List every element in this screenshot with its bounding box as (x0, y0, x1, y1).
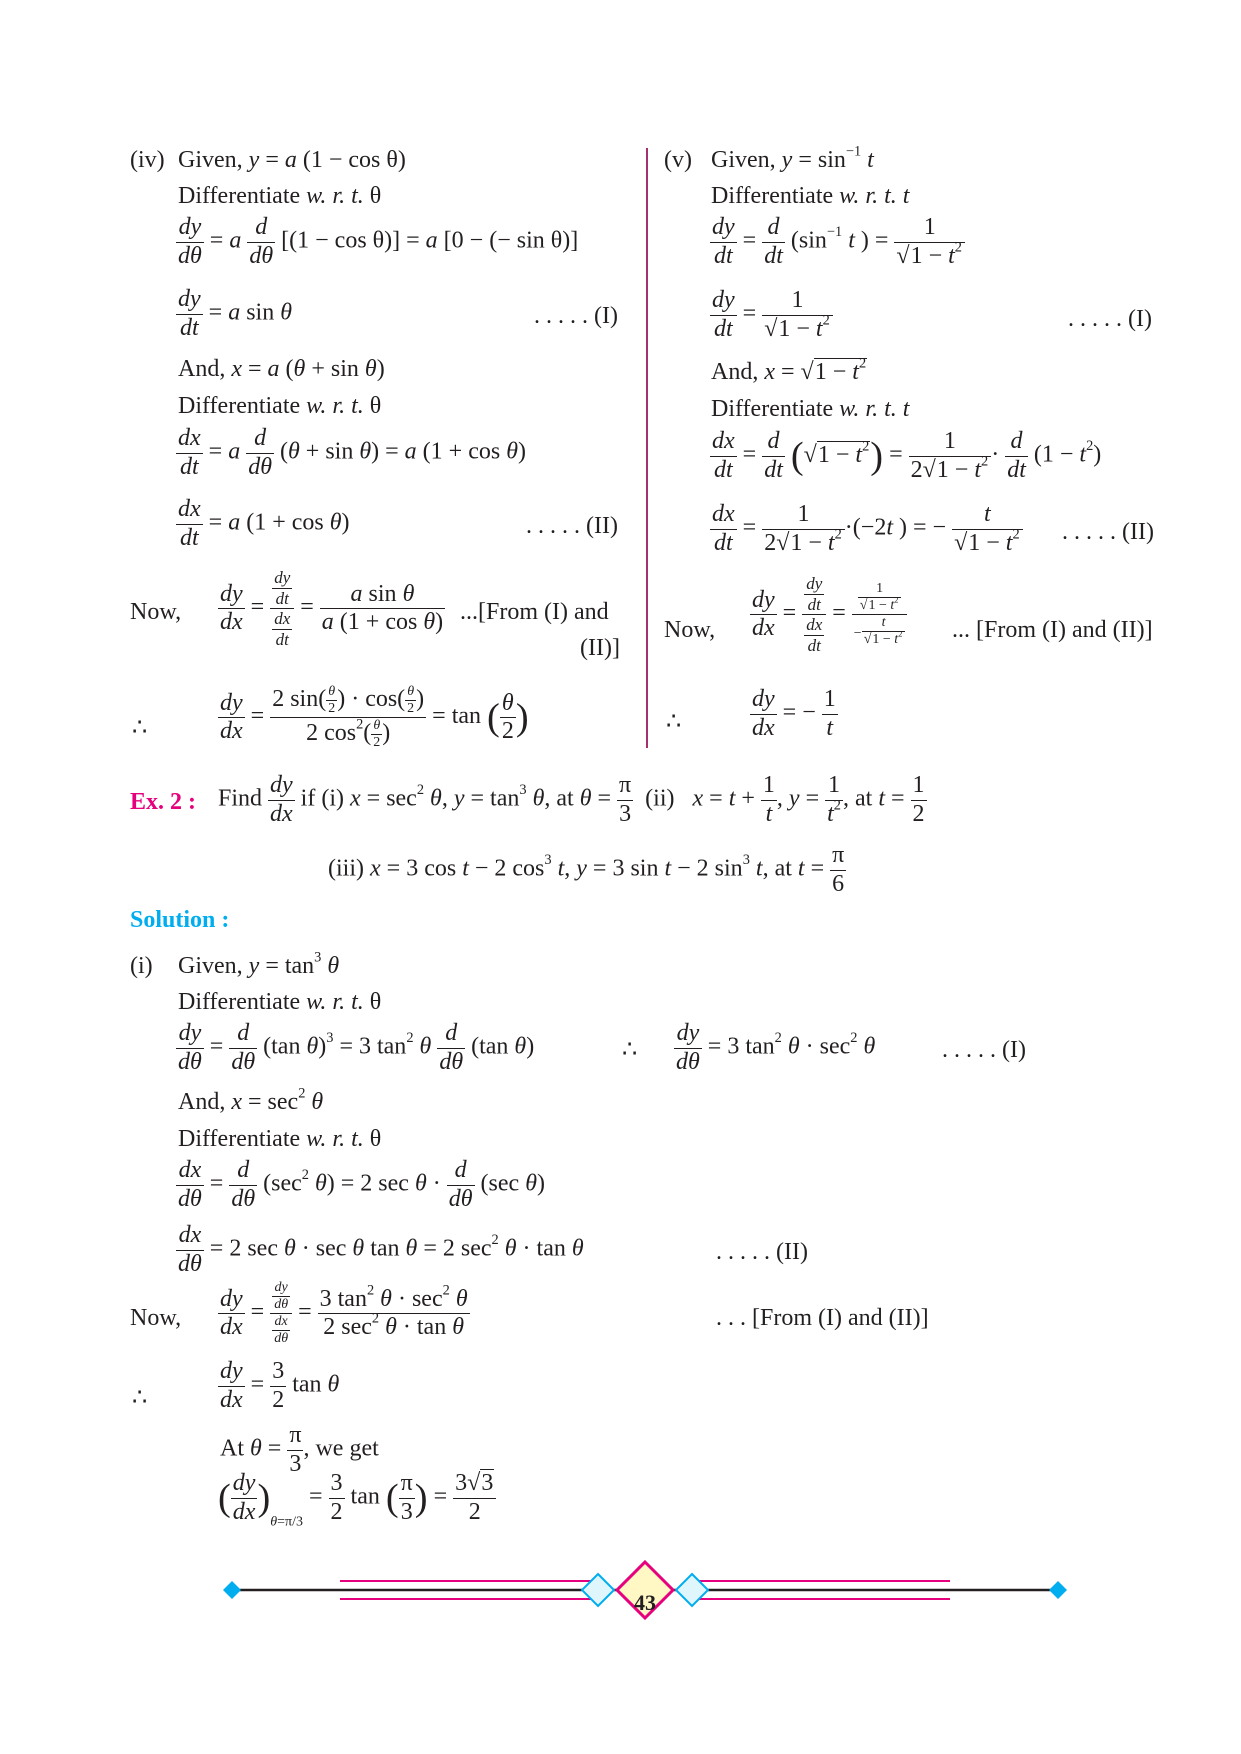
sol-diff2: Differentiate w. r. t. θ (178, 1126, 382, 1152)
right-therefore: ∴ (666, 709, 682, 735)
right-eq-final: $\frac{dy}{dx}$ = − $\frac{1}{t}$ (752, 686, 836, 741)
left-diff1: Differentiate w. r. t. θ (178, 183, 382, 209)
sol-eq-result: $\frac{dy}{dx}$ = $\frac{3}{2}$ tan θ (220, 1358, 340, 1413)
left-therefore: ∴ (132, 715, 148, 741)
sol-tag-II: . . . . . (II) (716, 1239, 808, 1265)
sol-and: And, $x = \sec^2 \theta$ (178, 1085, 324, 1115)
page-number: 43 (634, 1590, 656, 1615)
sol-eq-evaluated: ( $\frac{dy}{dx}$ )$_{\theta=\pi/3}$ = $\frac{3}{2}$ tan ( $\frac{\pi}{3}$ ) = $\frac{3√3}{2}$ (218, 1470, 496, 1526)
sol-eq-now: $\frac{dy}{dx}$ = $\frac{dy}{d\theta}$ $\frac{dx}{d\theta}$ = 3 $\tan^2 \theta \cdot \sec^2 \theta$ 2 $\sec^2 \theta \cdot \tan \theta$ (220, 1280, 468, 1347)
left-tag-I: . . . . . (I) (534, 303, 618, 329)
sol-therefore-1: ∴ (622, 1037, 638, 1063)
right-diff2: Differentiate w. r. t. t (711, 396, 910, 422)
right-tag-II: . . . . . (II) (1062, 519, 1154, 545)
sol-at: At θ = $\frac{\pi}{3}$ , we get (220, 1422, 379, 1477)
right-tag-I: . . . . . (I) (1068, 306, 1152, 332)
right-eq-dy-dt: $\frac{dy}{dt}$ = $\frac{d}{dt}$ ($\sin^{-1}$ t ) = $\frac{1}{√1 - t^2}$ (710, 214, 965, 270)
example-part3: (iii) x = 3 cos t − 2 $\cos^3 t$, y = 3 sin t − 2 $\sin^3 t$, at t = $\frac{\pi}{6}$ (328, 842, 845, 897)
right-eq-I: $\frac{dy}{dt}$ = $\frac{1}{√1 - t^2}$ (710, 287, 833, 343)
sol-therefore-2: ∴ (132, 1385, 148, 1411)
left-eq-dx-dt: $\frac{dx}{dt}$ = a $\frac{d}{d\theta}$ (θ + sin θ) = a (1 + cos θ) (178, 425, 526, 480)
sol-eq-dx-dtheta: $\frac{dx}{d\theta}$ = $\frac{d}{d\theta}$ ($\sec^2$ θ) = 2 sec θ · $\frac{d}{d\theta}$ (sec θ) (178, 1157, 545, 1212)
left-tag-II: . . . . . (II) (526, 513, 618, 539)
sol-now: Now, (130, 1305, 182, 1331)
right-eq-II: $\frac{dx}{dt}$ = $\frac{1}{2√1 - t^2}$ ·(−2t ) = − $\frac{t}{√1 - t^2}$ (710, 501, 1023, 557)
sol-tag-I: . . . . . (I) (942, 1037, 1026, 1063)
right-from: ... [From (I) and (II)] (952, 617, 1153, 643)
right-now: Now, (664, 617, 716, 643)
left-eq-now: $\frac{dy}{dx}$ = $\frac{dy}{dt}$ $\frac{dx}{dt}$ = $\frac{\text{a sin θ}}{\text{a (1 + cos θ)}}$ (220, 568, 444, 649)
sol-eq-I: $\frac{dy}{d\theta}$ = 3 $\tan^2 \theta \cdot \sec^2 \theta$ (676, 1020, 876, 1075)
label-i: (i) (130, 953, 153, 979)
left-given: Given, y = a (1 − cos θ) (178, 147, 406, 173)
sol-from: . . . [From (I) and (II)] (716, 1305, 929, 1331)
left-eq-dy-dtheta: $\frac{dy}{d\theta}$ = a $\frac{d}{d\theta}$ [(1 − cos θ)] = a [0 − (− sin θ)] (178, 214, 579, 269)
solution-heading: Solution : (130, 907, 230, 933)
left-diff2: Differentiate w. r. t. θ (178, 393, 382, 419)
label-iv: (iv) (130, 147, 165, 173)
sol-eq-II: $\frac{dx}{d\theta}$ = 2 sec θ · sec θ tan θ = 2 $\sec^2 \theta \cdot \tan \theta$ (178, 1222, 584, 1277)
left-now: Now, (130, 599, 182, 625)
right-and: And, $x = √1 - t^2$ (711, 355, 867, 385)
left-eq-II: $\frac{dx}{dt}$ = a (1 + cos θ) (178, 496, 350, 551)
sol-given: Given, $y = \tan^3 \theta$ (178, 949, 340, 979)
right-given: Given, $y = \sin^{-1} t$ (711, 143, 874, 173)
label-v: (v) (664, 147, 692, 173)
right-diff1: Differentiate w. r. t. t (711, 183, 910, 209)
left-from2: (II)] (580, 635, 620, 661)
example-label: Ex. 2 : (130, 789, 196, 815)
sol-diff1: Differentiate w. r. t. θ (178, 989, 382, 1015)
right-eq-dx-dt: $\frac{dx}{dt}$ = $\frac{d}{dt}$ $(√1 - t^2)$ = $\frac{1}{2√1 - t^2}$ · $\frac{d}{dt}$ $(1 - t^2)$ (712, 428, 1102, 483)
left-from: ...[From (I) and (460, 599, 609, 625)
right-eq-now: $\frac{dy}{dx}$ = $\frac{dy}{dt}$ $\frac{dx}{dt}$ = $\frac{1}{√1 - t^2}$ − $\frac{t}{√1 - t^2}$ (750, 574, 907, 655)
left-eq-I: $\frac{dy}{dt}$ = a sin θ (178, 286, 293, 341)
left-and: And, x = a (θ + sin θ) (178, 356, 385, 382)
column-divider (646, 148, 648, 748)
example-find: Find $\frac{dy}{dx}$ if (i) $x = \sec^2 \theta$, $y = \tan^3 \theta$, at θ = $\frac{\pi}{3}$ (ii) x = t + $\frac{1}{t}$ , y = $\frac{1}{t^2}$ , at t = $\frac{1}{2}$ (218, 772, 925, 827)
sol-eq-dy-dtheta: $\frac{dy}{d\theta}$ = $\frac{d}{d\theta}$ (tan θ)$^3$ = 3 $\tan^2 \theta$ $\frac{d}{d\theta}$ (tan θ) (178, 1020, 535, 1075)
left-eq-final: $\frac{dy}{dx}$ = 2 sin( $\frac{\theta}{2}$ ) · cos( $\frac{\theta}{2}$ ) 2 $\cos^2$( $\frac{\theta}{2}$ ) = tan ( $\frac{\theta}{2}$ ) (220, 684, 529, 751)
